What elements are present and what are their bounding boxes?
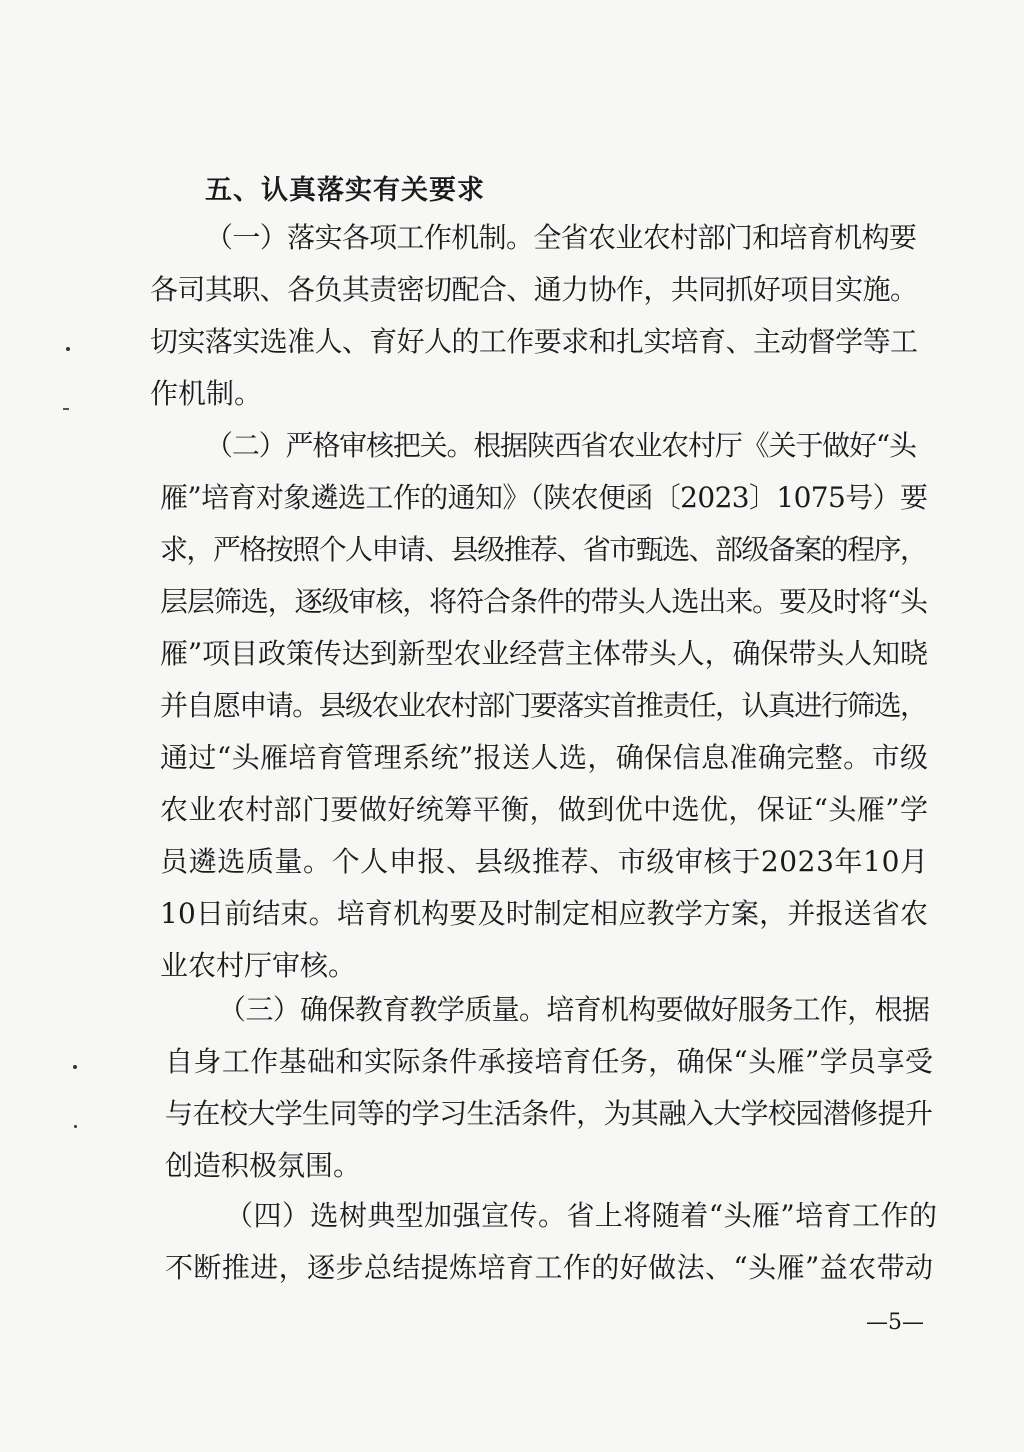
text-line: 并自愿申请。县级农业农村部门要落实首推责任，认真进行筛选， <box>160 689 927 722</box>
text-line: 与在校大学生同等的学习生活条件，为其融入大学校园潜修提升 <box>165 1097 933 1130</box>
text-line: 创造积极氛围。 <box>165 1149 362 1182</box>
scan-mark <box>73 1065 77 1069</box>
text-line: 10日前结束。培育机构要及时制定相应教学方案，并报送省农 <box>160 897 929 930</box>
text-line: （二）严格审核把关。根据陕西省农业农村厅《关于做好“头 <box>205 429 916 462</box>
text-line: （一）落实各项工作机制。全省农业农村部门和培育机构要 <box>205 221 917 254</box>
text-line: 自身工作基础和实际条件承接培育任务，确保“头雁”学员享受 <box>165 1045 934 1078</box>
text-line: 业农村厅审核。 <box>160 949 357 982</box>
page-number: —5— <box>866 1310 924 1335</box>
scan-mark <box>74 1125 77 1128</box>
text-line: 作机制。 <box>150 377 263 410</box>
text-line: （三）确保教育教学质量。培育机构要做好服务工作，根据 <box>218 993 930 1026</box>
text-line: 切实落实选准人、育好人的工作要求和扎实培育、主动督学等工 <box>150 325 918 358</box>
scan-mark <box>66 347 70 351</box>
text-line: （四）选树典型加强宣传。省上将随着“头雁”培育工作的 <box>225 1199 938 1232</box>
text-line: 员遴选质量。个人申报、县级推荐、市级审核于2023年10月 <box>160 845 929 878</box>
text-line: 不断推进，逐步总结提炼培育工作的好做法、“头雁”益农带动 <box>165 1251 934 1284</box>
section-heading: 五、认真落实有关要求 <box>205 175 485 206</box>
text-line: 各司其职、各负其责密切配合、通力协作，共同抓好项目实施。 <box>150 273 918 306</box>
text-line: 层层筛选，逐级审核，将符合条件的带头人选出来。要及时将“头 <box>160 585 927 618</box>
text-line: 通过“头雁培育管理系统”报送人选，确保信息准确完整。市级 <box>160 741 929 774</box>
scan-mark <box>63 408 69 410</box>
text-line: 雁”项目政策传达到新型农业经营主体带头人，确保带头人知晓 <box>160 637 928 670</box>
text-line: 雁”培育对象遴选工作的通知》（陕农便函〔2023〕1075号）要 <box>160 481 928 514</box>
text-line: 求，严格按照个人申请、县级推荐、省市甄选、部级备案的程序， <box>160 533 927 566</box>
text-line: 农业农村部门要做好统筹平衡，做到优中选优，保证“头雁”学 <box>160 793 929 826</box>
